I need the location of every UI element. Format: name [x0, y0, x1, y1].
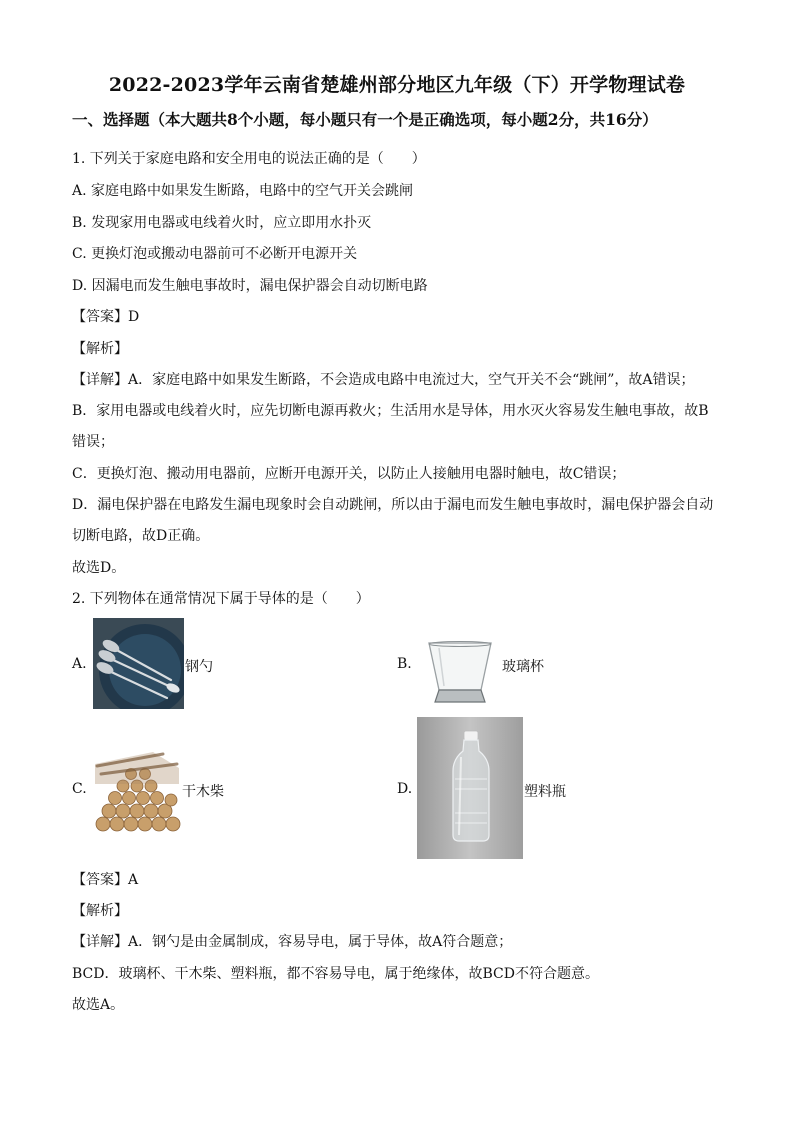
plastic-bottle-image: [417, 717, 523, 859]
q2-analysis-label: 【解析】: [72, 903, 128, 919]
q2-option-b-letter: B.: [397, 656, 412, 672]
q1-stem: 1. 下列关于家庭电路和安全用电的说法正确的是（ ）: [72, 151, 426, 167]
q1-detail-line: 切断电路，故D正确。: [72, 528, 210, 544]
section-header: 一、选择题（本大题共8个小题，每小题只有一个是正确选项，每小题2分，共16分）: [72, 110, 658, 129]
q2-option-d-label: 塑料瓶: [524, 784, 566, 800]
q2-detail-line: 故选A。: [72, 997, 125, 1013]
q1-detail-line: B．家用电器或电线着火时，应先切断电源再救火；生活用水是导体，用水灭火容易发生触电事故，故B: [72, 403, 709, 419]
q1-detail-line: 【详解】A．家庭电路中如果发生断路，不会造成电路中电流过大，空气开关不会“跳闸”，故A错误；: [72, 372, 695, 388]
q2-option-a-letter: A.: [72, 656, 87, 672]
glass-cup-image: [425, 640, 495, 706]
q2-option-a-label: 钢勺: [185, 659, 213, 675]
q1-answer: 【答案】D: [72, 309, 140, 325]
q1-option-c: C. 更换灯泡或搬动电器前可不必断开电源开关: [72, 246, 358, 262]
q2-answer: 【答案】A: [72, 872, 139, 888]
steel-spoon-image: [93, 618, 184, 709]
q2-option-d-letter: D.: [397, 781, 413, 797]
q1-option-d: D. 因漏电而发生触电事故时，漏电保护器会自动切断电路: [72, 278, 428, 294]
q1-option-b: B. 发现家用电器或电线着火时，应立即用水扑灭: [72, 215, 372, 231]
page-title: 2022-2023学年云南省楚雄州部分地区九年级（下）开学物理试卷: [108, 74, 686, 96]
q2-option-c-label: 干木柴: [182, 784, 224, 800]
q1-option-a: A. 家庭电路中如果发生断路，电路中的空气开关会跳闸: [72, 183, 414, 199]
q1-detail-line: 故选D。: [72, 560, 126, 576]
firewood-image: [93, 744, 181, 832]
q1-detail-line: C．更换灯泡、搬动用电器前，应断开电源开关，以防止人接触用电器时触电，故C错误；: [72, 466, 626, 482]
q1-analysis-label: 【解析】: [72, 341, 128, 357]
q2-detail-line: 【详解】A．钢勺是由金属制成，容易导电，属于导体，故A符合题意；: [72, 934, 513, 950]
q2-stem: 2. 下列物体在通常情况下属于导体的是（ ）: [72, 591, 370, 607]
q1-detail-line: 错误；: [72, 434, 114, 450]
q2-detail-line: BCD．玻璃杯、干木柴、塑料瓶，都不容易导电，属于绝缘体，故BCD不符合题意。: [72, 966, 599, 982]
q2-option-c-letter: C.: [72, 781, 87, 797]
q2-option-b-label: 玻璃杯: [502, 659, 544, 675]
q1-detail-line: D．漏电保护器在电路发生漏电现象时会自动跳闸，所以由于漏电而发生触电事故时，漏电保护器会自动: [72, 497, 714, 513]
